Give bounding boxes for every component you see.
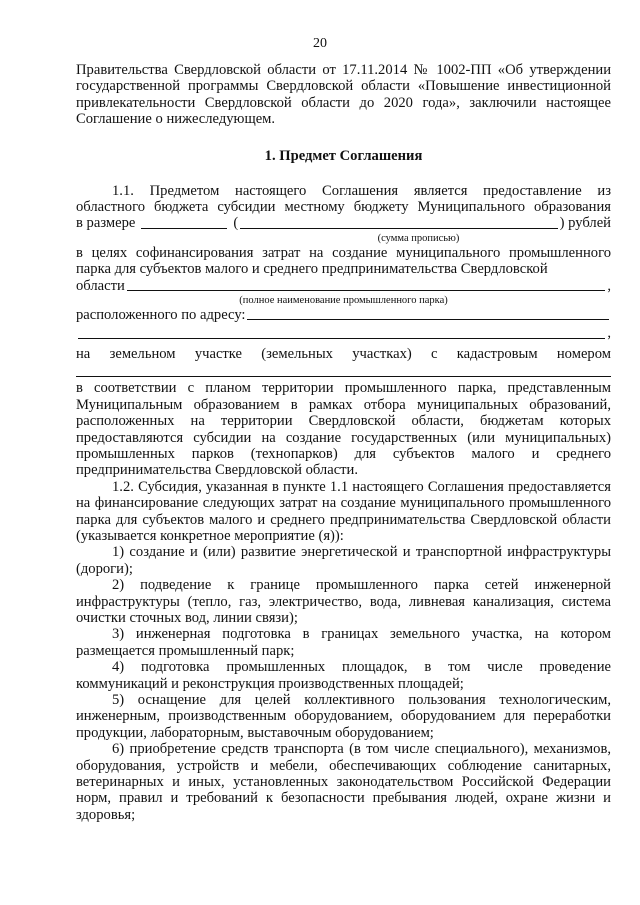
address-comma: ,	[607, 325, 611, 342]
amount-label: в размере	[76, 215, 136, 232]
list-item: 3) инженерная подготовка в границах земельного участка, на котором размещается промышленный парк;	[76, 626, 611, 659]
address-blank[interactable]	[247, 307, 609, 320]
cadastral-word: с	[431, 345, 438, 362]
amount-open-paren: (	[233, 215, 239, 232]
rubles-label: ) рублей	[559, 215, 611, 232]
list-item: 2) подведение к границе промышленного парка сетей инженерной инфраструктуры (тепло, газ, электричество, вода, ливневая канализация, система очистки сточных вод, линии связи);	[76, 577, 611, 626]
park-name-caption: (полное наименование промышленного парка)	[239, 295, 448, 307]
address-blank-2[interactable]	[78, 326, 605, 339]
cadastral-word: номером	[556, 345, 611, 362]
park-name-blank[interactable]	[127, 278, 606, 291]
clause-1-1-line-1: 1.1. Предметом настоящего Соглашения является предоставление из	[112, 182, 611, 199]
clause-1-1-line-2: областного бюджета субсидии местному бюджету Муниципального образования	[76, 199, 611, 216]
address-row-2	[76, 325, 611, 341]
list-item: 6) приобретение средств транспорта (в том числе специального), механизмов, оборудования, устройств и мебели, обеспечивающих соблюдение санитарных, ветеринарных и иных, установленных законодательством Российской Федерации норм, правил и требований к безопасности пребывания людей, охране жизни и здоровья;	[76, 741, 611, 823]
purpose-text: в целях софинансирования затрат на создание муниципального промышленного парка для субъектов малого и среднего предпринимательства Свердловской	[76, 244, 611, 278]
clause-1-2: 1.2. Субсидия, указанная в пункте 1.1 настоящего Соглашения предоставляется на финансирование следующих затрат на создание муниципального промышленного парка для субъектов малого и среднего предпринимательства Свердловской области (указывается конкретное мероприятие (я)):	[76, 478, 611, 544]
document-body	[76, 62, 611, 823]
cadastral-word: на	[76, 345, 91, 362]
cadastral-number-blank[interactable]	[76, 362, 611, 377]
cadastral-word: земельном	[109, 345, 176, 362]
amount-blank[interactable]	[141, 216, 227, 229]
address-row	[76, 307, 611, 323]
list-item: 1) создание и (или) развитие энергетической и транспортной инфраструктуры (дороги);	[76, 544, 611, 577]
address-label: расположенного по адресу:	[76, 307, 246, 324]
cadastral-word: (земельных	[261, 345, 333, 362]
amount-caption: (сумма прописью)	[377, 232, 460, 244]
amount-words-blank[interactable]	[240, 216, 557, 229]
cadastral-word: участке	[194, 345, 243, 362]
cadastral-row	[76, 346, 611, 362]
section-title: 1. Предмет Соглашения	[264, 147, 423, 164]
park-name-comma: ,	[607, 277, 611, 294]
cadastral-word: участках)	[352, 345, 412, 362]
intro-paragraph: Правительства Свердловской области от 17.11.2014 № 1002-ПП «Об утверждении государственной программы Свердловской области «Повышение инвестиционной привлекательности Свердловской области до 2020 года», заключили настоящее Соглашение о нижеследующем.	[76, 62, 611, 128]
cadastral-word: кадастровым	[456, 345, 538, 362]
amount-row	[76, 215, 611, 231]
park-name-row	[76, 278, 611, 294]
list-item: 5) оснащение для целей коллективного пользования технологическим, инженерным, производственным оборудованием, оборудованием для переработки продукции, лабораторным, выставочным оборудованием;	[76, 692, 611, 741]
region-word: области	[76, 277, 125, 294]
list-item: 4) подготовка промышленных площадок, в том числе проведение коммуникаций и реконструкция производственных площадей;	[76, 659, 611, 692]
page-number: 20	[313, 36, 327, 51]
plan-text: в соответствии с планом территории промышленного парка, представленным Муниципальным образованием в рамках отбора муниципальных образований, расположенных на территории Свердловской области, бюджетам которых предоставляются субсидии на создание государственных (или муниципальных) промышленных парков (технопарков) для субъектов малого и среднего предпринимательства Свердловской области.	[76, 380, 611, 479]
